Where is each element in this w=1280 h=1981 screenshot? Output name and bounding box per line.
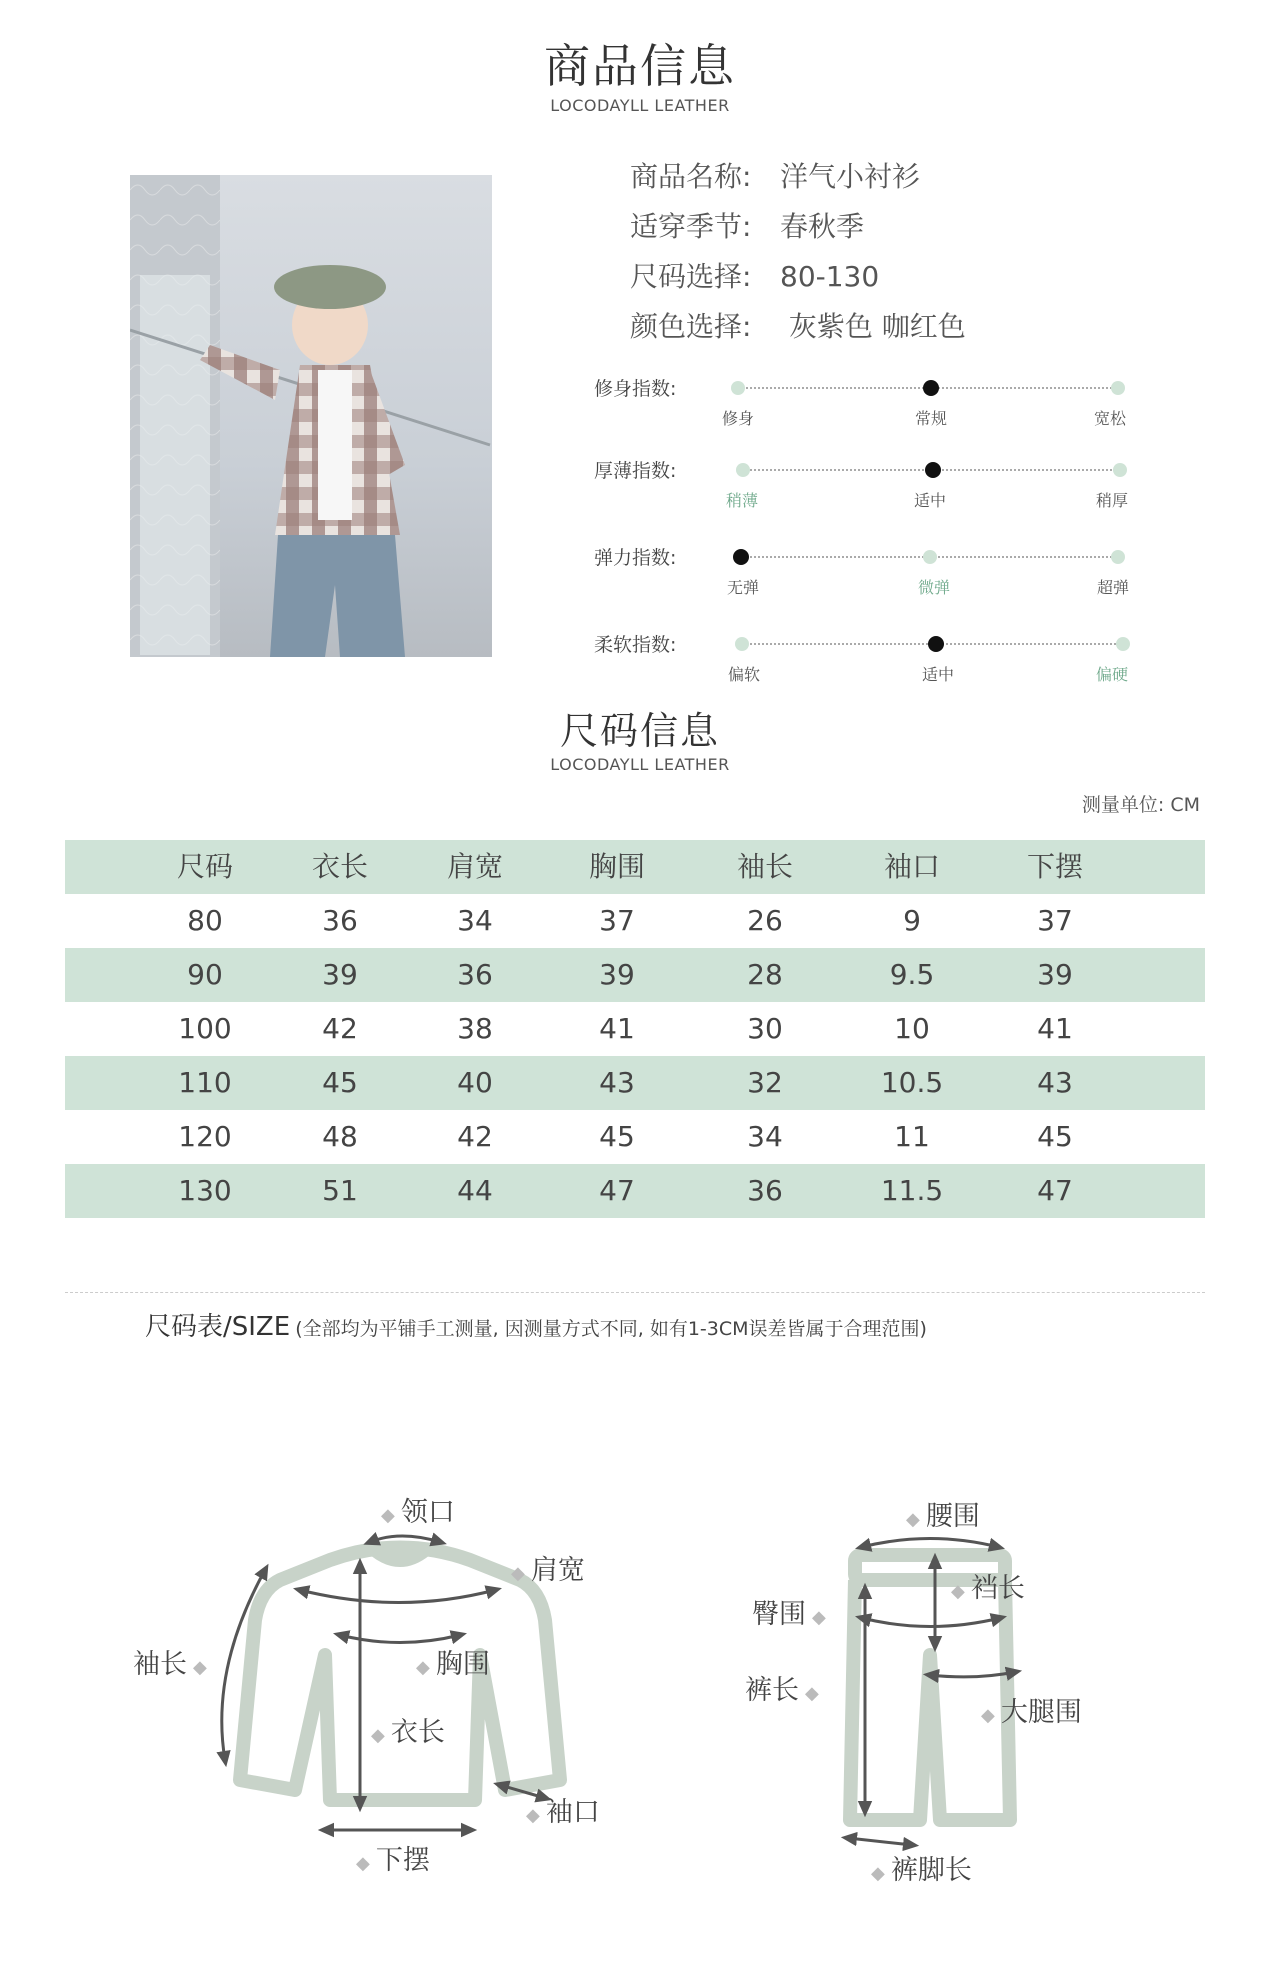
table-cell: 43 (1037, 1066, 1073, 1099)
label-collar-text: 领口 (400, 1497, 455, 1528)
label-pants-length-text: 裤长 (745, 1675, 799, 1706)
table-cell: 42 (457, 1120, 493, 1153)
elastic-tick-0: 无弹 (726, 578, 759, 597)
size-table (65, 840, 1205, 1218)
fit-tick-2: 宽松 (1093, 409, 1126, 428)
table-cell: 100 (178, 1012, 232, 1045)
table-cell: 45 (322, 1066, 358, 1099)
info-row-size (630, 255, 879, 295)
table-cell: 37 (599, 904, 635, 937)
table-cell: 36 (457, 958, 493, 991)
info-value: 灰紫色 咖红色 (780, 310, 966, 343)
table-cell: 51 (322, 1174, 358, 1207)
table-cell: 38 (457, 1012, 493, 1045)
elastic-index-track (738, 556, 1120, 558)
elastic-dot-1 (923, 550, 937, 564)
table-cell: 90 (187, 958, 223, 991)
table-row (65, 894, 1205, 948)
label-thigh-text: 大腿围 (1000, 1697, 1082, 1728)
info-row-color (630, 305, 966, 345)
size-note-main: 尺码表/SIZE (145, 1312, 291, 1342)
label-waist-text: 腰围 (925, 1501, 980, 1532)
label-sleeve-text: 袖长 (133, 1649, 187, 1680)
label-length-text: 衣长 (390, 1717, 445, 1748)
fit-dot-0 (731, 381, 745, 395)
table-cell: 39 (322, 958, 358, 991)
table-cell: 45 (599, 1120, 635, 1153)
table-cell: 9.5 (889, 958, 935, 991)
label-leg-opening: ◆ 裤脚长 (871, 1855, 972, 1886)
table-cell: 41 (1037, 1012, 1073, 1045)
thickness-dot-2 (1113, 463, 1127, 477)
label-thigh: ◆ 大腿围 (981, 1697, 1082, 1728)
thickness-tick-1: 适中 (913, 491, 946, 510)
table-cell: 32 (747, 1066, 783, 1099)
table-row (65, 948, 1205, 1002)
label-waist: ◆ 腰围 (906, 1501, 980, 1532)
table-header-cell: 衣长 (311, 850, 368, 883)
table-cell: 36 (747, 1174, 783, 1207)
label-chest-text: 胸围 (435, 1649, 490, 1680)
thickness-index-track (738, 469, 1120, 471)
table-cell: 110 (178, 1066, 232, 1099)
table-cell: 120 (178, 1120, 232, 1153)
table-header-cell: 袖口 (883, 850, 940, 883)
table-cell: 36 (322, 904, 358, 937)
label-hem-text: 下摆 (375, 1845, 430, 1876)
table-cell: 80 (187, 904, 223, 937)
label-collar: ◆ 领口 (381, 1497, 455, 1528)
table-cell: 11 (894, 1120, 930, 1153)
soft-dot-0 (735, 637, 749, 651)
fit-dot-1 (923, 380, 939, 396)
info-value: 春秋季 (780, 210, 865, 243)
soft-index-track (738, 643, 1120, 645)
table-cell: 10 (894, 1012, 930, 1045)
table-header-cell: 袖长 (736, 850, 793, 883)
label-shoulder-text: 肩宽 (530, 1555, 585, 1586)
soft-tick-1: 适中 (921, 665, 954, 684)
table-cell: 39 (599, 958, 635, 991)
label-pants-length: 裤长 ◆ (745, 1675, 819, 1706)
elastic-tick-2: 超弹 (1096, 578, 1129, 597)
table-cell: 130 (178, 1174, 232, 1207)
size-note-detail: (全部均为平铺手工测量, 因测量方式不同, 如有1-3CM误差皆属于合理范围) (295, 1318, 927, 1340)
table-row (65, 1110, 1205, 1164)
divider (65, 1292, 1205, 1293)
table-header-cell: 肩宽 (446, 850, 503, 883)
label-length: ◆ 衣长 (371, 1717, 445, 1748)
table-row (65, 1164, 1205, 1218)
label-crotch: ◆ 裆长 (951, 1573, 1025, 1604)
label-leg-opening-text: 裤脚长 (890, 1855, 972, 1886)
size-info-title: 尺码信息 (559, 709, 720, 753)
fit-tick-0: 修身 (721, 409, 754, 428)
label-cuff: ◆ 袖口 (526, 1797, 600, 1828)
table-cell: 45 (1037, 1120, 1073, 1153)
measurement-diagram (0, 1440, 1280, 1960)
table-header-cell: 胸围 (588, 850, 645, 883)
soft-index-label: 柔软指数: (594, 634, 677, 656)
label-hip: 臀围 ◆ (752, 1599, 826, 1630)
thickness-dot-1 (925, 462, 941, 478)
elastic-dot-0 (733, 549, 749, 565)
fit-tick-1: 常规 (914, 409, 947, 428)
table-cell: 34 (747, 1120, 783, 1153)
fit-index-track (738, 387, 1120, 389)
soft-tick-2: 偏硬 (1095, 665, 1128, 684)
info-row-season (630, 205, 864, 245)
soft-dot-1 (928, 636, 944, 652)
table-cell: 28 (747, 958, 783, 991)
table-cell: 34 (457, 904, 493, 937)
table-cell: 48 (322, 1120, 358, 1153)
table-cell: 10.5 (880, 1066, 944, 1099)
fit-dot-2 (1111, 381, 1125, 395)
soft-tick-0: 偏软 (727, 665, 760, 684)
info-key: 颜色选择: (630, 310, 752, 343)
soft-dot-2 (1116, 637, 1130, 651)
label-shoulder: ◆ 肩宽 (511, 1555, 585, 1586)
table-cell: 47 (599, 1174, 635, 1207)
label-sleeve: 袖长 ◆ (133, 1649, 207, 1680)
table-cell: 37 (1037, 904, 1073, 937)
label-crotch-text: 裆长 (970, 1573, 1025, 1604)
table-header-cell: 尺码 (176, 850, 233, 883)
table-cell: 30 (747, 1012, 783, 1045)
info-value: 80-130 (780, 260, 880, 293)
table-cell: 47 (1037, 1174, 1073, 1207)
elastic-tick-1: 微弹 (917, 578, 950, 597)
table-cell: 44 (457, 1174, 493, 1207)
product-info-title: 商品信息 (544, 39, 736, 93)
product-info-subtitle: LOCODAYLL LEATHER (550, 96, 730, 115)
fit-index-label: 修身指数: (594, 378, 677, 400)
thickness-index-label: 厚薄指数: (594, 460, 677, 482)
table-row (65, 1056, 1205, 1110)
table-cell: 39 (1037, 958, 1073, 991)
thickness-tick-2: 稍厚 (1095, 491, 1128, 510)
table-cell: 40 (457, 1066, 493, 1099)
label-hem: ◆ 下摆 (356, 1845, 430, 1876)
product-photo (130, 175, 492, 657)
table-cell: 43 (599, 1066, 635, 1099)
table-cell: 9 (903, 904, 921, 937)
measure-unit: 测量单位: CM (1081, 794, 1200, 816)
table-row (65, 1002, 1205, 1056)
size-note (145, 1306, 927, 1343)
thickness-tick-0: 稍薄 (725, 491, 758, 510)
label-cuff-text: 袖口 (545, 1797, 600, 1828)
table-header-cell: 下摆 (1026, 850, 1083, 883)
table-cell: 11.5 (880, 1174, 944, 1207)
info-row-name (630, 155, 920, 195)
elastic-dot-2 (1111, 550, 1125, 564)
info-value: 洋气小衬衫 (780, 160, 921, 193)
elastic-index-label: 弹力指数: (594, 547, 677, 569)
info-key: 商品名称: (630, 160, 752, 193)
table-cell: 42 (322, 1012, 358, 1045)
info-key: 适穿季节: (630, 210, 752, 243)
size-info-subtitle: LOCODAYLL LEATHER (550, 755, 730, 774)
table-cell: 26 (747, 904, 783, 937)
table-cell: 41 (599, 1012, 635, 1045)
thickness-dot-0 (736, 463, 750, 477)
label-chest: ◆ 胸围 (416, 1649, 490, 1680)
info-key: 尺码选择: (630, 260, 752, 293)
label-hip-text: 臀围 (752, 1599, 806, 1630)
table-header-row (65, 840, 1205, 894)
